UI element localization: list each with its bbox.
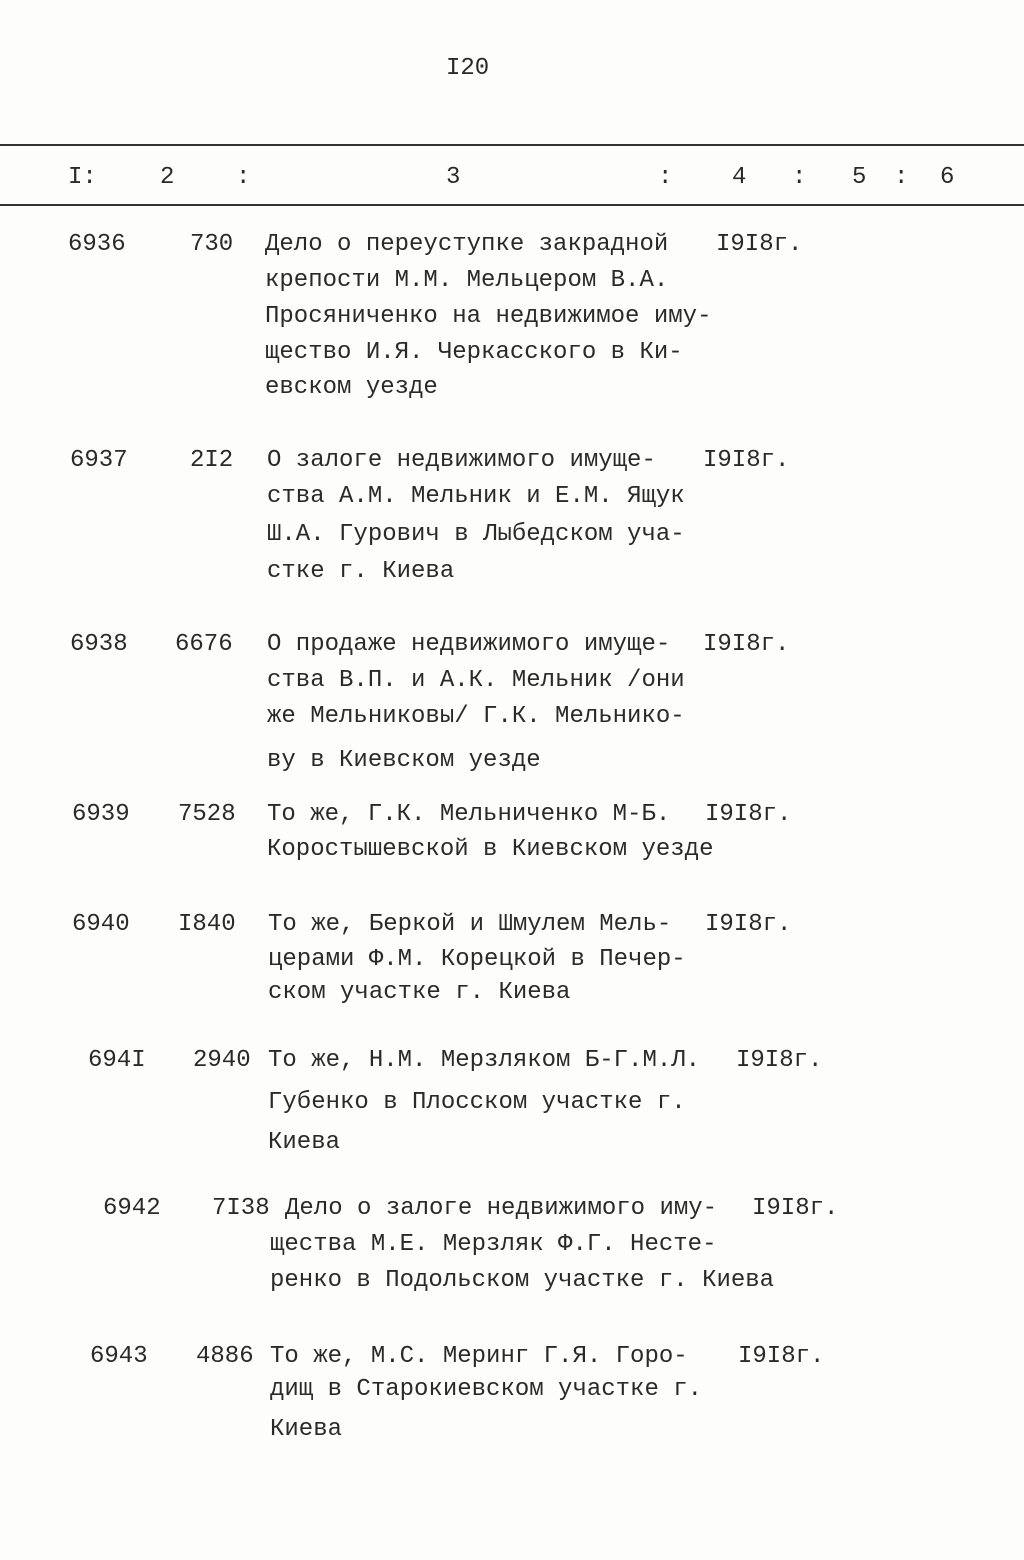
entry-title-line: крепости М.М. Мельцером В.А. [265,267,669,294]
header-bottom-rule [0,204,1024,206]
old-number: 2940 [193,1047,251,1074]
entry-number: 694I [88,1047,146,1074]
entry-title-line: Коростышевской в Киевском уезде [267,836,714,863]
entry-title-line: дищ в Старокиевском участке г. [270,1376,703,1403]
entry-number: 6939 [72,801,130,828]
old-number: 7528 [178,801,236,828]
old-number: I840 [178,911,236,938]
col-header-1: I: [68,164,97,191]
old-number: 2I2 [190,447,234,474]
entry-year: I9I8г. [703,631,790,658]
entry-year: I9I8г. [716,231,803,258]
entry-title-line: Киева [270,1416,343,1443]
entry-number: 6940 [72,911,130,938]
entry-number: 6943 [90,1343,148,1370]
entry-title-line: Киева [268,1129,341,1156]
col-header-6: 6 [940,164,955,191]
col-header-5: 5 [852,164,867,191]
header-top-rule [0,144,1024,146]
col-header-2: 2 [160,164,175,191]
entry-number: 6936 [68,231,126,258]
col-header-3: 3 [446,164,461,191]
entry-year: I9I8г. [703,447,790,474]
entry-year: I9I8г. [738,1343,825,1370]
entry-title-line: Дело о переуступке закрадной [265,231,669,258]
old-number: 7I38 [212,1195,270,1222]
entry-title-line: ском участке г. Киева [268,979,571,1006]
entry-title-line: Просяниченко на недвижимое иму- [265,303,712,330]
entry-title-line: То же, М.С. Меринг Г.Я. Горо- [270,1343,688,1370]
col-sep: : [894,164,909,191]
entry-title-line: евском уезде [265,374,438,401]
old-number: 6676 [175,631,233,658]
entry-title-line: Ш.А. Гурович в Лыбедском уча- [267,521,685,548]
old-number: 730 [190,231,234,258]
entry-title-line: ву в Киевском уезде [267,747,541,774]
old-number: 4886 [196,1343,254,1370]
entry-year: I9I8г. [705,911,792,938]
entry-title-line: стке г. Киева [267,558,455,585]
entry-title-line: же Мельниковы/ Г.К. Мельнико- [267,703,685,730]
entry-number: 6937 [70,447,128,474]
entry-title-line: ства В.П. и А.К. Мельник /они [267,667,685,694]
entry-title-line: Дело о залоге недвижимого иму- [285,1195,718,1222]
entry-title-line: То же, Н.М. Мерзляком Б-Г.М.Л. [268,1047,701,1074]
entry-title-line: То же, Беркой и Шмулем Мель- [268,911,672,938]
entry-number: 6942 [103,1195,161,1222]
entry-number: 6938 [70,631,128,658]
entry-year: I9I8г. [705,801,792,828]
entry-year: I9I8г. [752,1195,839,1222]
entry-title-line: ства А.М. Мельник и Е.М. Ящук [267,483,685,510]
entry-title-line: О залоге недвижимого имуще- [267,447,656,474]
col-sep: : [236,164,251,191]
entry-title-line: щества М.Е. Мерзляк Ф.Г. Несте- [270,1231,717,1258]
entry-title-line: О продаже недвижимого имуще- [267,631,671,658]
entry-title-line: щество И.Я. Черкасского в Ки- [265,339,683,366]
entry-title-line: То же, Г.К. Мельниченко М-Б. [267,801,671,828]
col-sep: : [658,164,673,191]
entry-title-line: Губенко в Плосском участке г. [268,1089,686,1116]
col-header-4: 4 [732,164,747,191]
entry-title-line: ренко в Подольском участке г. Киева [270,1267,775,1294]
col-sep: : [792,164,807,191]
page-number: I20 [446,55,490,82]
entry-year: I9I8г. [736,1047,823,1074]
entry-title-line: церами Ф.М. Корецкой в Печер- [268,946,686,973]
